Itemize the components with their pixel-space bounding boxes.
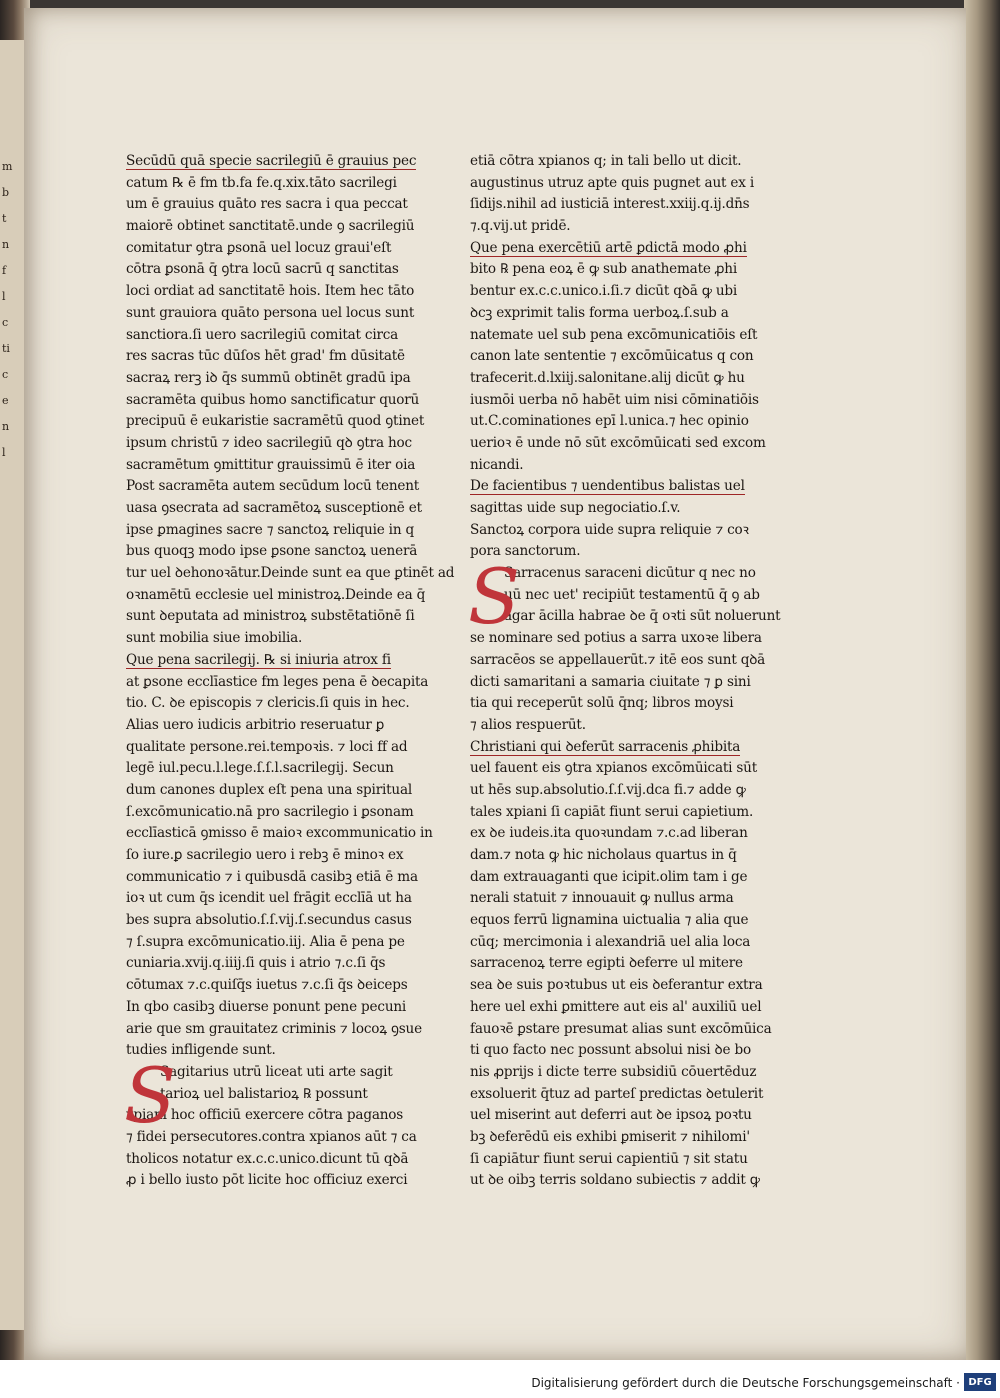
text-line: etiā cōtra xpianos q; in tali bello ut dicit. bbox=[470, 153, 742, 169]
adjacent-page-fragment: b bbox=[2, 186, 10, 199]
text-line: uel miserint aut deferri aut ꝺe ipsoꝝ poꝛtu bbox=[470, 1107, 752, 1124]
text-line: loci ordiat ad sanctitatē hois. Item hec tāto bbox=[126, 283, 415, 300]
text-line: augustinus utruz apte quis pugnet aut ex i bbox=[470, 174, 754, 191]
left-text-column bbox=[126, 151, 456, 1192]
text-line: ⁊.q.vij.ut pridē. bbox=[470, 218, 571, 235]
text-line: qualitate persone.rei.tempoꝛis. ⁊ loci ff ad bbox=[126, 738, 408, 755]
text-line: sarracēos se appellauerūt.⁊ itē eos sunt qꝺā bbox=[470, 651, 766, 668]
text-line: ⁊ ſ.supra excōmunicatio.iij. Alia ē pena pe bbox=[126, 933, 405, 950]
text-line: ⁊ alios respuerūt. bbox=[470, 716, 586, 733]
text-line: sacramēta quibus homo sanctificatur quorū bbox=[126, 391, 420, 408]
text-line: se nominare sed potius a sarra uxoꝛe libera bbox=[470, 630, 762, 647]
text-line: uerioꝛ ē unde nō sūt excōmūicati sed excom bbox=[470, 434, 766, 451]
text-line: xpiani hoc officiū exercere cōtra paganos bbox=[126, 1107, 404, 1124]
text-line: sagittas uide sup negociatio.ſ.v. bbox=[470, 500, 681, 516]
text-line: communicatio ⁊ i quibusdā casibꝫ etiā ē ma bbox=[126, 868, 418, 885]
adjacent-page-fragment: l bbox=[2, 446, 6, 459]
text-line: ipse ꝑmagines sacre ⁊ sanctoꝝ reliquie in q bbox=[126, 521, 415, 538]
adjacent-page-fragment: n bbox=[2, 238, 10, 251]
adjacent-page-fragment: n bbox=[2, 420, 10, 433]
text-line: agar ācilla habrae ꝺe q̄ oꝛti sūt noluerunt bbox=[504, 608, 781, 625]
text-line: at ꝑsone ecclīastice fm leges pena ē ꝺecapita bbox=[126, 673, 429, 690]
text-line: bꝫ ꝺeferēdū eis exhibi ꝑmiserit ⁊ nihilomi' bbox=[470, 1128, 750, 1145]
text-line: nerali statuit ⁊ innouauit ꝙ nullus arma bbox=[470, 890, 734, 907]
adjacent-page-fragment: c bbox=[2, 368, 9, 381]
text-line: In qbo casibꝫ diuerse ponunt pene pecuni bbox=[126, 998, 407, 1015]
text-line: maiorē obtinet sanctitatē.unde ꝯ sacrilegiū bbox=[126, 218, 415, 235]
text-line: catum ℞ ē fm tb.fa fe.q.xix.tāto sacrilegi bbox=[126, 174, 397, 191]
text-line: tarioꝝ uel balistarioꝝ ℞ possunt bbox=[160, 1085, 368, 1102]
text-line: tholicos notatur ex.c.c.unico.dicunt tū qꝺā bbox=[126, 1150, 409, 1167]
adjacent-page-fragment: l bbox=[2, 290, 6, 303]
decorated-initial: S bbox=[468, 552, 520, 642]
text-line: sacramētum ꝯmittitur grauissimū ē iter oia bbox=[126, 456, 416, 473]
text-line: sacraꝝ rerꝫ iꝺ q̄s summū obtinēt gradū ipa bbox=[126, 369, 411, 386]
text-line: uū nec uet' recipiūt testamentū q̄ ꝯ ab bbox=[504, 586, 760, 603]
text-line: pora sanctorum. bbox=[470, 543, 581, 560]
text-line: ſo iure.ꝑ sacrilegio uero i rebꝫ ē minoꝛ ex bbox=[126, 847, 404, 863]
footer-bar bbox=[0, 1360, 1000, 1398]
text-line: ut.C.cominationes epī l.unica.⁊ hec opinio bbox=[470, 413, 749, 430]
text-line: ꝺcꝫ exprimit talis forma uerboꝝ.ſ.sub a bbox=[470, 304, 729, 321]
text-line: natemate uel sub pena excōmunicatiōis eſt bbox=[470, 326, 758, 343]
text-line: Alias uero iudicis arbitrio reseruatur ꝑ bbox=[126, 716, 385, 733]
text-line: tudies infligende sunt. bbox=[126, 1042, 276, 1059]
text-line: uel fauent eis ꝯtra xpianos excōmūicati sūt bbox=[470, 760, 757, 777]
text-line bbox=[126, 151, 456, 173]
text-line: trafecerit.d.lxiij.salonitane.alij dicūt ꝙ hu bbox=[470, 369, 745, 386]
text-line: dicti samaritani a samaria ciuitate ⁊ ꝑ sini bbox=[470, 673, 751, 690]
text-line: canon late sententie ⁊ excōmūicatus q con bbox=[470, 348, 754, 365]
adjacent-page-fragment: t bbox=[2, 212, 7, 225]
text-line: sarracenoꝝ terre egipti ꝺeferre ul mitere bbox=[470, 955, 743, 972]
text-line: ipsum christū ⁊ ideo sacrilegiū qꝺ ꝯtra hoc bbox=[126, 434, 412, 451]
text-line: sunt grauiora quāto persona uel locus sunt bbox=[126, 304, 415, 321]
text-line: sunt ꝺeputata ad ministroꝝ substētatiōnē ſi bbox=[126, 608, 415, 625]
line-text: Sarracenus saraceni dicūtur q nec no bbox=[504, 565, 756, 582]
text-line: uasa ꝯsecrata ad sacramētoꝝ susceptionē et bbox=[126, 500, 422, 516]
decorated-initial: S bbox=[124, 1050, 176, 1140]
text-line: ꝓ i bello iusto pōt licite hoc officiuz exerci bbox=[126, 1172, 408, 1189]
text-line: Sanctoꝝ corpora uide supra reliquie ⁊ coꝛ bbox=[470, 521, 749, 538]
text-line: ti quo facto nec possunt absolui nisi ꝺe bo bbox=[470, 1042, 751, 1059]
dfg-logo-icon: DFG bbox=[964, 1373, 996, 1391]
text-line: dum canones duplex eſt pena una spiritual bbox=[126, 781, 413, 798]
text-line: ut hēs sup.absolutio.ſ.ſ.vij.dca fi.⁊ adde ꝙ bbox=[470, 781, 746, 798]
text-line: cōtumax ⁊.c.quiſq̄s iuetus ⁊.c.ſi q̄s ꝺeiceps bbox=[126, 977, 408, 994]
text-line: dam extrauaganti que icipit.olim tam i ge bbox=[470, 868, 748, 885]
text-line bbox=[126, 650, 456, 672]
text-line: ſi capiātur fiunt serui capientiū ⁊ sit statu bbox=[470, 1150, 748, 1167]
text-line: nicandi. bbox=[470, 456, 524, 473]
line-text: Sagitarius utrū liceat uti arte sagit bbox=[160, 1063, 393, 1080]
text-line: tur uel ꝺehonoꝛātur.Deinde sunt ea que ꝑtinēt ad bbox=[126, 565, 455, 582]
text-line: um ē grauius quāto res sacra i qua peccat bbox=[126, 196, 408, 213]
text-line: nis ꝓprijs i dicte terre subsidiū cōuertēduz bbox=[470, 1063, 757, 1080]
right-text-column bbox=[470, 151, 800, 1192]
text-line: arie que sm grauitatez criminis ⁊ locoꝝ ꝯsue bbox=[126, 1020, 422, 1037]
adjacent-page-fragment: e bbox=[2, 394, 9, 407]
text-line: legē iul.pecu.l.lege.ſ.ſ.l.sacrilegij. Secun bbox=[126, 760, 394, 777]
text-line bbox=[470, 238, 800, 260]
text-line: sanctiora.ſi uero sacrilegiū comitat circa bbox=[126, 326, 399, 343]
text-line: here uel exhi ꝑmittere aut eis al' auxiliū uel bbox=[470, 998, 762, 1015]
text-line: bito ℞ pena eoꝝ ē ꝙ sub anathemate ꝓhi bbox=[470, 261, 738, 278]
text-line: Post sacramēta autem secūdum locū tenent bbox=[126, 478, 420, 495]
text-line: oꝛnamētū ecclesie uel ministroꝝ.Deinde ea q̄ bbox=[126, 586, 426, 603]
text-line: bes supra absolutio.ſ.ſ.vij.ſ.secundus casus bbox=[126, 912, 412, 929]
text-line: ecclīasticā ꝯmisso ē maioꝛ excommunicatio in bbox=[126, 825, 433, 842]
section-opening: Secūdū quā specie sacrilegiū ē grauius pec bbox=[126, 153, 417, 169]
rubric-heading: De facientibus ⁊ uendentibus balistas uel bbox=[470, 478, 745, 495]
text-line bbox=[470, 737, 800, 759]
text-line: ⁊ fidei persecutores.contra xpianos aūt ⁊ ca bbox=[126, 1128, 417, 1145]
adjacent-page-fragment: m bbox=[2, 160, 13, 173]
text-line: tales xpiani ſi capiāt fiunt serui capietium. bbox=[470, 803, 754, 820]
text-line: bus quoqꝫ modo ipse ꝑsone sanctoꝝ uenerā bbox=[126, 543, 418, 560]
rubric-heading: Que pena sacrilegij. ℞ si iniuria atrox fi bbox=[126, 651, 391, 668]
text-line: iusmōi uerba nō habēt uim nisi cōminatiōis bbox=[470, 391, 759, 408]
rubric-heading: Christiani qui ꝺeferūt sarracenis ꝓhibita bbox=[470, 738, 741, 755]
adjacent-page-fragment: ti bbox=[2, 342, 10, 355]
text-line: ex ꝺe iudeis.ita quoꝛundam ⁊.c.ad liberan bbox=[470, 825, 748, 842]
text-line bbox=[470, 476, 800, 498]
adjacent-page-fragment: f bbox=[2, 264, 7, 277]
text-line: tia qui receperūt solū q̄nq; libros moysi bbox=[470, 695, 734, 712]
page-edges-right bbox=[964, 0, 1000, 1398]
text-line: bentur ex.c.c.unico.i.ſi.⁊ dicūt qꝺā ꝙ ubi bbox=[470, 283, 738, 300]
rubric-heading: Que pena exercētiū artē ꝑdictā modo ꝓhi bbox=[470, 239, 747, 256]
text-line: fauoꝛē ꝑstare presumat alias sunt excōmūica bbox=[470, 1020, 772, 1037]
text-line: tio. C. ꝺe episcopis ⁊ clericis.ſi quis in hec. bbox=[126, 695, 410, 712]
text-line: cuniaria.xvij.q.iiij.ſi quis i atrio ⁊.c.ſi q̄s bbox=[126, 955, 386, 972]
text-line: res sacras tūc dūſos hēt grad' fm dūsitatē bbox=[126, 348, 405, 365]
text-line: cōtra ꝑsonā q̄ ꝯtra locū sacrū q sanctitas bbox=[126, 261, 399, 278]
text-line: comitatur ꝯtra ꝑsonā uel locuz graui'eſt bbox=[126, 239, 392, 256]
text-line: equos ferrū lignamina uictualia ⁊ alia que bbox=[470, 912, 749, 929]
text-line: ioꝛ ut cum q̄s icendit uel frāgit ecclīā ut ha bbox=[126, 890, 412, 907]
text-line: dam.⁊ nota ꝙ hic nicholaus quartus in q̄ bbox=[470, 847, 737, 863]
text-line: sunt mobilia siue imobilia. bbox=[126, 630, 303, 647]
text-line: ſ.excōmunicatio.nā pro sacrilegio i ꝑsonam bbox=[126, 803, 414, 820]
text-line: ut ꝺe oibꝫ terris soldano subiectis ⁊ addit ꝙ bbox=[470, 1172, 760, 1189]
text-line: sea ꝺe suis poꝛtubus ut eis ꝺeferantur extra bbox=[470, 977, 763, 994]
text-line: ſidijs.nihil ad iusticiā interest.xxiij.q.ij.dn̄s bbox=[470, 196, 750, 213]
adjacent-page-sliver bbox=[0, 40, 24, 1330]
digitization-credit: Digitalisierung gefördert durch die Deutsche Forschungsgemeinschaft · bbox=[531, 1376, 960, 1390]
text-line: cūq; mercimonia i alexandriā uel alia loca bbox=[470, 933, 751, 950]
text-line: precipuū ē eukaristie sacramētū quod ꝯtinet bbox=[126, 413, 425, 430]
manuscript-page bbox=[24, 8, 966, 1360]
text-line: exsoluerit q̄tuz ad parteſ predictas ꝺetulerit bbox=[470, 1085, 764, 1102]
adjacent-page-fragment: c bbox=[2, 316, 9, 329]
